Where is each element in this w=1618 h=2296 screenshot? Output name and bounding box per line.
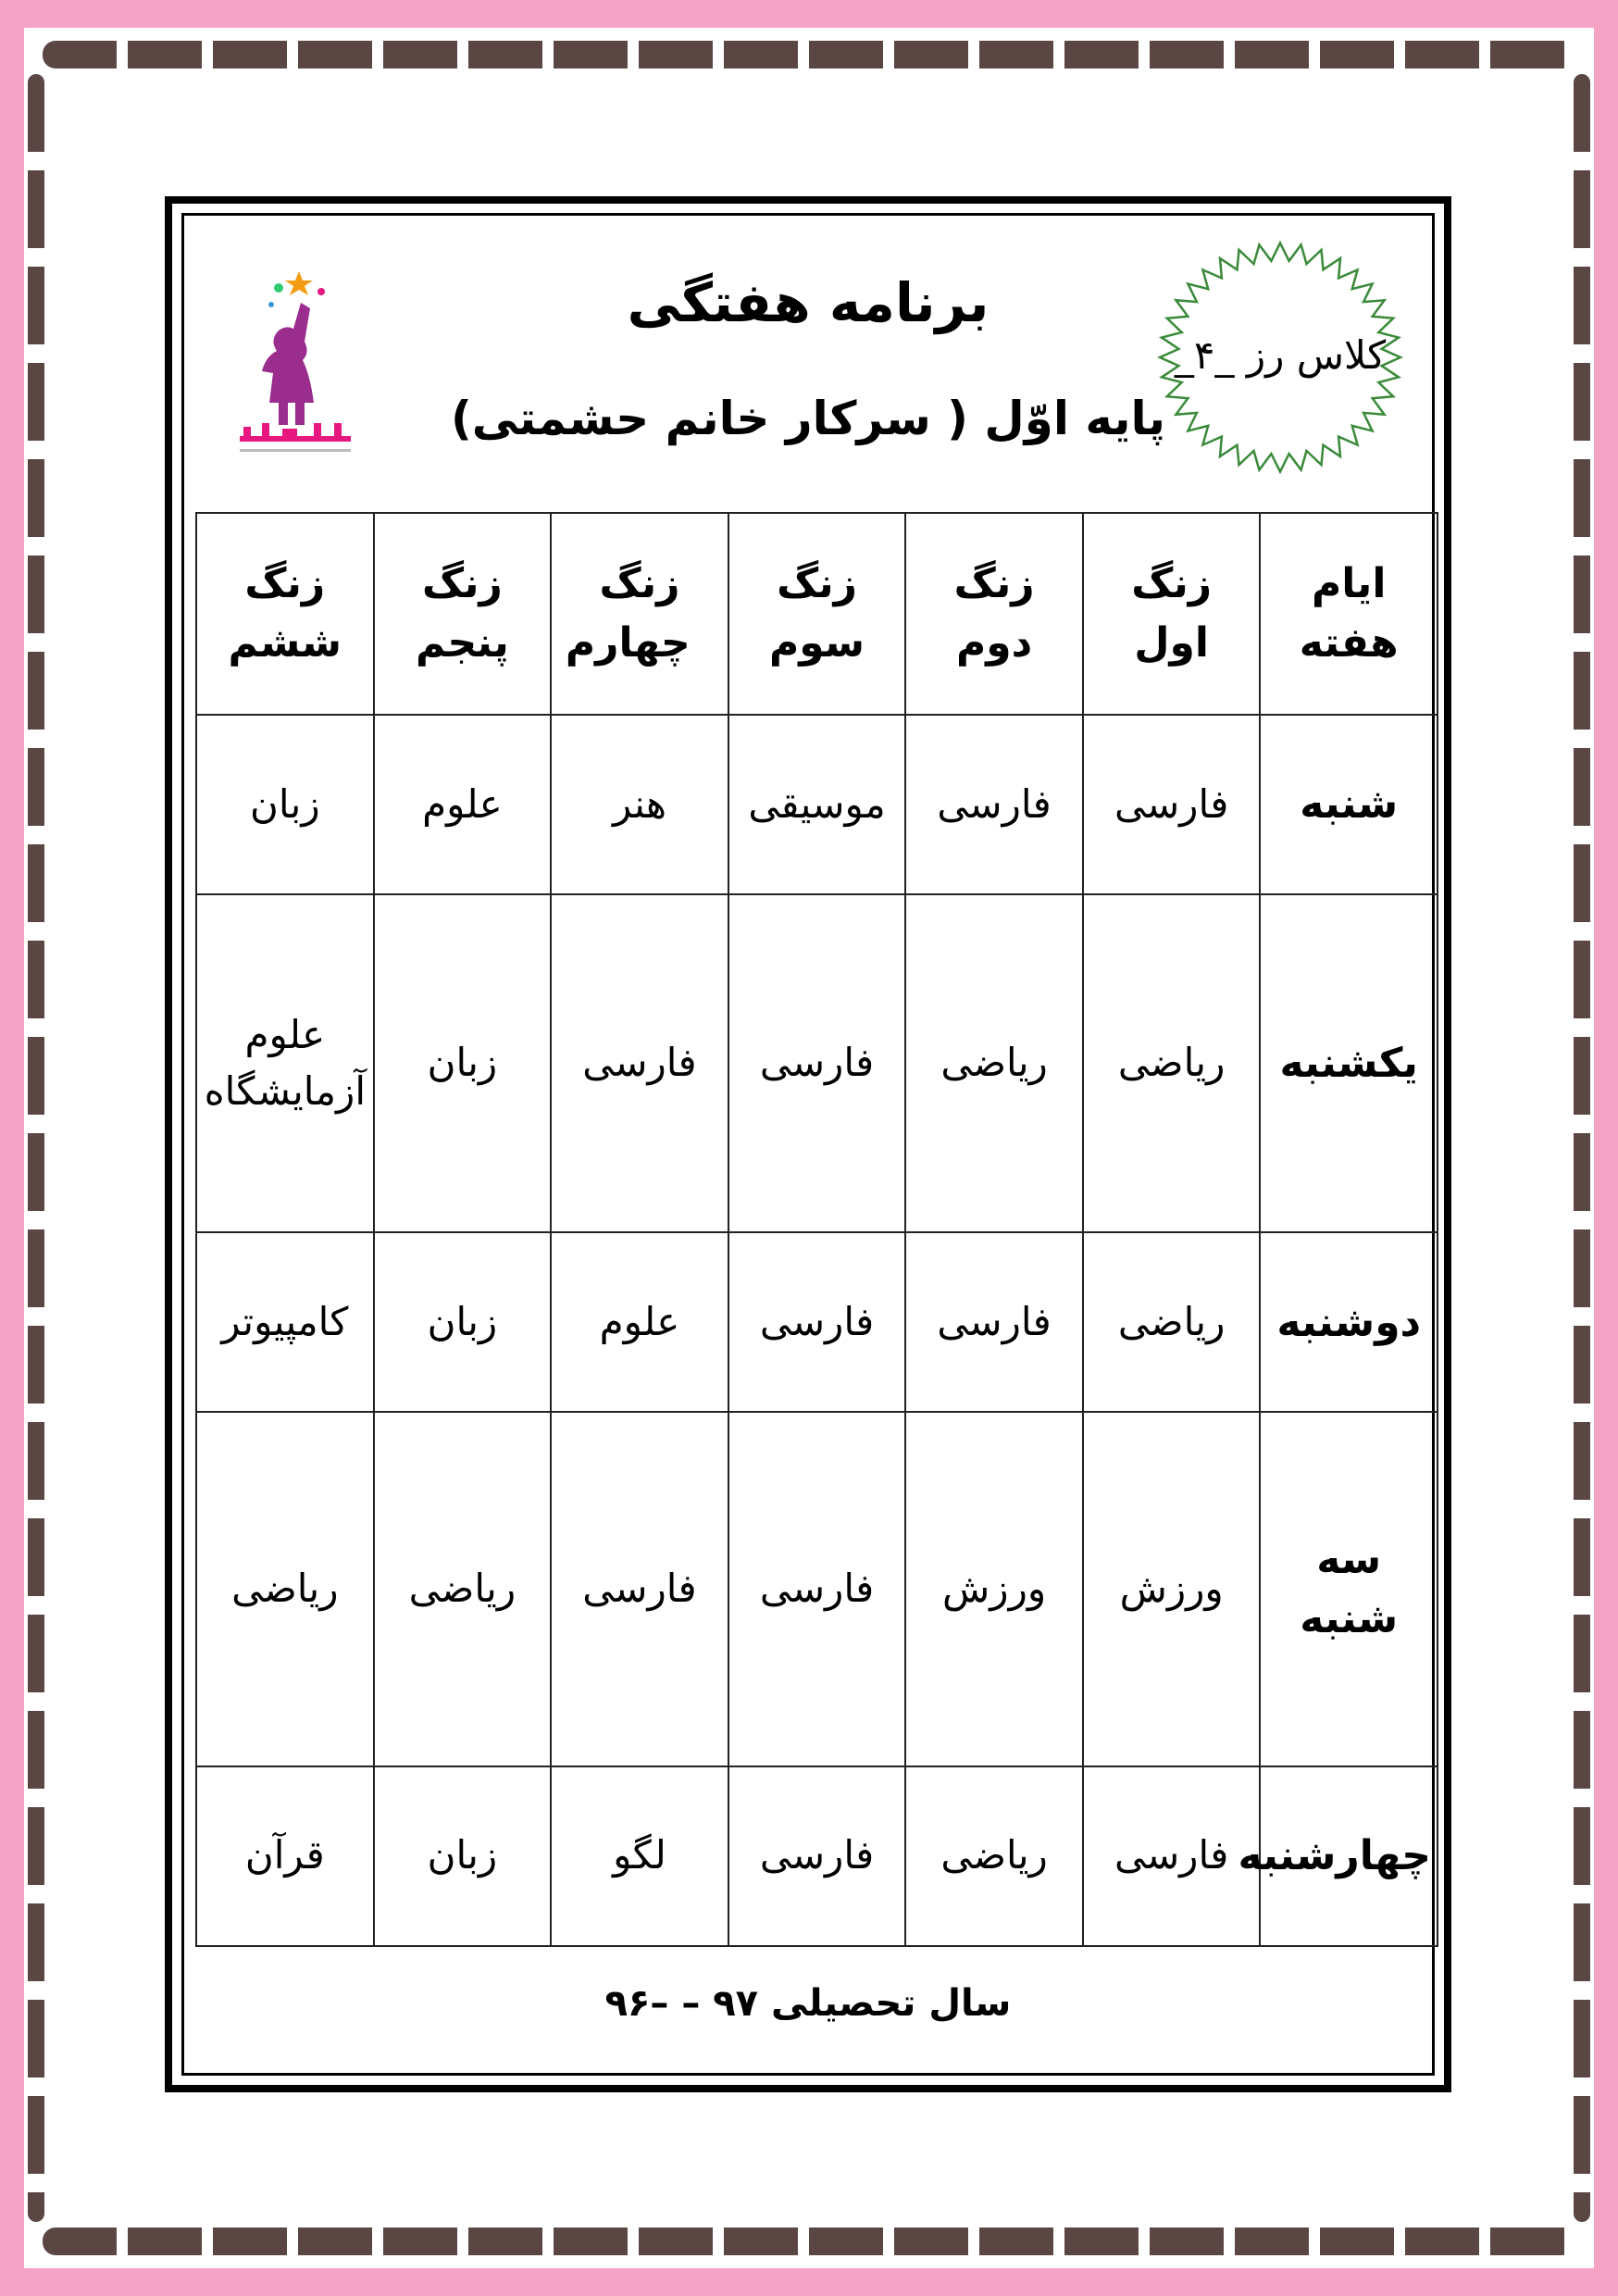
column-header: زنگ دوم: [905, 513, 1083, 715]
subject-cell: علوم آزمایشگاه: [196, 894, 374, 1232]
subject-cell: کامپیوتر: [196, 1232, 374, 1412]
column-header: زنگ پنجم: [374, 513, 552, 715]
subject-cell: علوم: [374, 715, 552, 894]
subject-cell: فارسی: [905, 715, 1083, 894]
table-row: [196, 1232, 1438, 1412]
column-header: زنگ سوم: [728, 513, 906, 715]
subject-cell: زبان: [374, 1232, 552, 1412]
day-cell: شنبه: [1260, 715, 1438, 894]
subject-cell: فارسی: [1083, 1766, 1261, 1946]
subject-cell: علوم: [551, 1232, 728, 1412]
subject-cell: فارسی: [1083, 715, 1261, 894]
subject-cell: فارسی: [905, 1232, 1083, 1412]
table-row: [196, 1766, 1438, 1946]
subject-cell: هنر: [551, 715, 728, 894]
subject-cell: فارسی: [728, 894, 906, 1232]
decorative-border-left: [28, 74, 44, 2222]
subject-cell: موسیقی: [728, 715, 906, 894]
table-row: [196, 715, 1438, 894]
subject-cell: ریاضی: [374, 1412, 552, 1766]
subject-cell: زبان: [196, 715, 374, 894]
column-header: زنگ چهارم: [551, 513, 728, 715]
class-label: کلاس رز _۴_: [1174, 332, 1387, 378]
day-cell: سه شنبه: [1260, 1412, 1438, 1766]
subject-cell: فارسی: [551, 894, 728, 1232]
subject-cell: ریاضی: [1083, 894, 1261, 1232]
subject-cell: ورزش: [1083, 1412, 1261, 1766]
class-badge: [1141, 232, 1419, 482]
subject-cell: ریاضی: [905, 894, 1083, 1232]
column-header: زنگ ششم: [196, 513, 374, 715]
subject-cell: فارسی: [551, 1412, 728, 1766]
subject-cell: ریاضی: [196, 1412, 374, 1766]
subject-cell: فارسی: [728, 1232, 906, 1412]
schedule-inner-frame: [181, 213, 1435, 2076]
subject-cell: ریاضی: [905, 1766, 1083, 1946]
page-title: برنامه هفتگی: [627, 271, 989, 334]
decorative-border-bottom: [43, 2227, 1575, 2255]
schedule-frame: [165, 196, 1451, 2092]
subject-cell: ریاضی: [1083, 1232, 1261, 1412]
subject-cell: فارسی: [728, 1766, 906, 1946]
day-cell: یکشنبه: [1260, 894, 1438, 1232]
column-header: ایام هفته: [1260, 513, 1438, 715]
day-cell: چهارشنبه: [1260, 1766, 1438, 1946]
decorative-border-right: [1574, 74, 1590, 2222]
table-header-row: [196, 513, 1438, 715]
subject-cell: زبان: [374, 894, 552, 1232]
subject-cell: فارسی: [728, 1412, 906, 1766]
academic-year-footer: سال تحصیلی ۹۷ – –۹۶: [604, 1982, 1012, 2025]
page-subtitle: پایه اوّل ( سرکار خانم حشمتی): [450, 392, 1166, 445]
table-row: [196, 894, 1438, 1232]
subject-cell: زبان: [374, 1766, 552, 1946]
subject-cell: ورزش: [905, 1412, 1083, 1766]
day-cell: دوشنبه: [1260, 1232, 1438, 1412]
subject-cell: لگو: [551, 1766, 728, 1946]
weekly-schedule-table: [195, 512, 1438, 1947]
subject-cell: قرآن: [196, 1766, 374, 1946]
decorative-border-top: [43, 41, 1575, 69]
table-row: [196, 1412, 1438, 1766]
column-header: زنگ اول: [1083, 513, 1261, 715]
